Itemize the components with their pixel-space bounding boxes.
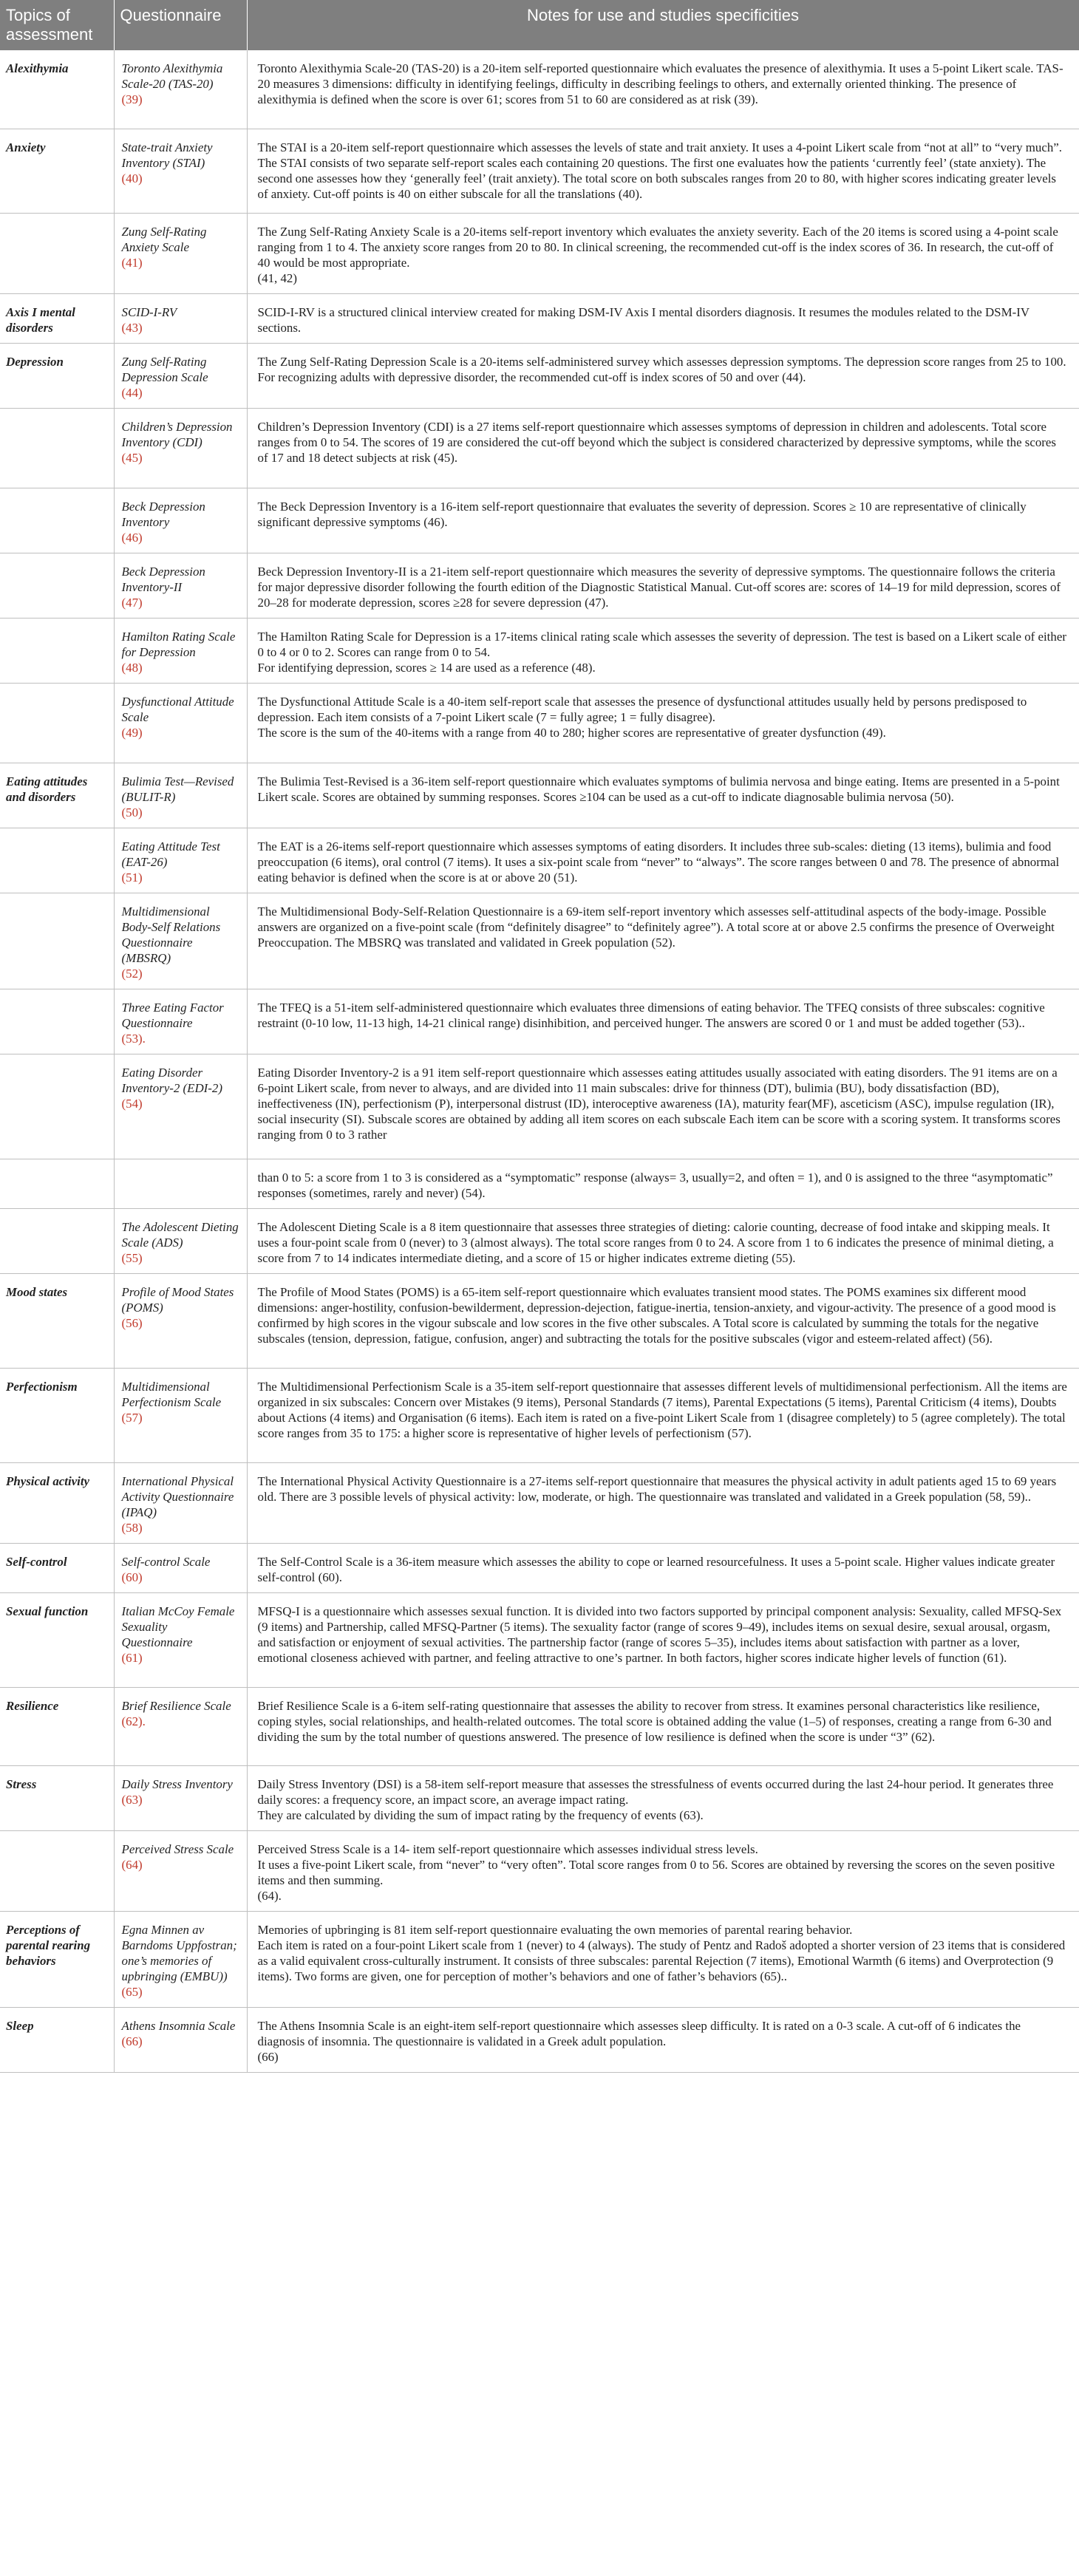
row-notes [247,1368,1079,1462]
row-topic: Anxiety [0,129,114,213]
questionnaire-name: Perceived Stress Scale [121,1841,234,1856]
row-notes [247,553,1079,618]
row-questionnaire [114,763,247,828]
questionnaire-reference[interactable]: (41) [121,255,143,270]
questionnaire-reference[interactable]: (63) [121,1792,143,1807]
notes-paragraph: The Self-Control Scale is a 36-item measure which assesses the ability to cope or learned resourcefulness. It uses a 5-point scale. Higher values indicate greater self-control (60). [257,1554,1055,1584]
row-topic [0,1159,114,1208]
row-topic [0,488,114,553]
notes-paragraph: Eating Disorder Inventory-2 is a 91 item self-report questionnaire which assesses eating attitudes usually associated with eating disorders. The 91 items are on a 6-point Likert scale, from never to always, and are divided into 11 main subscales: drive for thinness (DT), bulimia (BU), body dissatisfaction (BD), ineffectiveness (IN), perfectionism (P), interpersonal distrust (ID), interoceptive awareness (IA), maturity fear(MF), asceticism (ASC), impulse regulation (IR), social insecurity (SI). Subscale scores are obtained by adding all item scores on each subscale Each item can be score with a scoring system. It transforms scores ranging from 0 to 3 rather [257,1065,1061,1142]
header-notes: Notes for use and studies specificities [247,0,1079,50]
row-topic: Self-control [0,1543,114,1592]
row-notes [247,1208,1079,1273]
notes-paragraph: The Multidimensional Body-Self-Relation Questionnaire is a 69-item self-report inventory which assesses self-attitudinal aspects of the body-image. Possible answers are organized on a five-point scale (from “definitely disagree” to “definitely agree”). A total score at or above 2.5 confirms the presence of Overweight Preoccupation. The MBSRQ was translated and validated in Greek population (52). [257,904,1055,950]
table-row [0,1765,1079,1830]
questionnaire-reference[interactable]: (65) [121,1984,143,1999]
row-topic: Depression [0,343,114,408]
notes-paragraph: The International Physical Activity Questionnaire is a 27-items self-report questionnaire that measures the physical activity in adult patients aged 15 to 69 years old. There are 3 possible levels of physical activity: low, moderate, or high. The questionnaire was translated and validated in a Greek population (58, 59).. [257,1473,1057,1504]
row-notes [247,2007,1079,2072]
table-row [0,2007,1079,2072]
questionnaire-reference[interactable]: (53). [121,1031,146,1046]
notes-paragraph: SCID-I-RV is a structured clinical interview created for making DSM-IV Axis I mental disorders diagnosis. It resumes the modules related to the DSM-IV sections. [257,304,1029,335]
row-notes [247,1765,1079,1830]
questionnaire-reference[interactable]: (46) [121,530,143,545]
table-row [0,213,1079,293]
notes-paragraph: Daily Stress Inventory (DSI) is a 58-item self-report measure that assesses the stressfulness of events occurred during the last 24-hour period. It generates three daily scores: a frequency score, an impact score, an average impact rating. [257,1776,1054,1807]
table-row [0,343,1079,408]
row-notes [247,683,1079,763]
row-topic [0,1054,114,1159]
row-topic [0,408,114,488]
row-questionnaire [114,989,247,1054]
questionnaire-name: The Adolescent Dieting Scale (ADS) [121,1219,239,1250]
row-questionnaire [114,1368,247,1462]
questionnaire-reference[interactable]: (54) [121,1096,143,1111]
row-topic: Alexithymia [0,50,114,129]
table-row [0,1159,1079,1208]
row-notes [247,618,1079,683]
row-notes [247,989,1079,1054]
questionnaire-reference[interactable]: (56) [121,1315,143,1330]
table-row [0,1462,1079,1543]
questionnaire-name: Daily Stress Inventory [121,1776,233,1791]
questionnaire-reference[interactable]: (48) [121,660,143,675]
questionnaire-reference[interactable]: (66) [121,2034,143,2048]
notes-paragraph: The EAT is a 26-items self-report questionnaire which assesses symptoms of eating disorders. It includes three sub-scales: dieting (13 items), bulimia and food preoccupation (6 items), oral control (7 items). It uses a six-point scale from “never” to “always”. The score ranges between 0 and 78. The presence of abnormal eating behavior is defined when the score is at or above 20 (51). [257,839,1060,885]
row-questionnaire [114,293,247,343]
questionnaire-name: Beck Depression Inventory-II [121,564,205,594]
questionnaire-reference[interactable]: (57) [121,1410,143,1425]
questionnaire-name: State-trait Anxiety Inventory (STAI) [121,140,213,170]
questionnaire-name: Athens Insomnia Scale [121,2018,236,2033]
questionnaire-reference[interactable]: (39) [121,92,143,106]
table-row [0,1054,1079,1159]
row-questionnaire [114,683,247,763]
table-row [0,763,1079,828]
questionnaire-name: Toronto Alexithymia Scale-20 (TAS-20) [121,61,223,91]
notes-paragraph: For identifying depression, scores ≥ 14 are used as a reference (48). [257,660,596,675]
table-row [0,1208,1079,1273]
row-questionnaire [114,1159,247,1208]
row-questionnaire [114,343,247,408]
row-questionnaire [114,129,247,213]
header-row [0,0,1079,50]
notes-paragraph: The Zung Self-Rating Anxiety Scale is a 20-items self-report inventory which evaluates the anxiety severity. Each of the 20 items is scored using a 4-point scale ranging from 1 to 4. The anxiety score ranges from 20 to 80. In clinical screening, the recommended cut-off is the index scores of 36. In research, the cut-off of 40 would be most appropriate. [257,224,1058,270]
row-topic: Perceptions of parental rearing behaviors [0,1911,114,2007]
row-notes [247,763,1079,828]
row-questionnaire [114,1765,247,1830]
row-questionnaire [114,1054,247,1159]
row-topic [0,553,114,618]
row-notes [247,1054,1079,1159]
questionnaire-name: Zung Self-Rating Anxiety Scale [121,224,207,254]
questionnaire-name: Children’s Depression Inventory (CDI) [121,419,233,449]
table-row [0,618,1079,683]
table-row [0,50,1079,129]
row-notes [247,50,1079,129]
table-row [0,1911,1079,2007]
notes-paragraph: The Multidimensional Perfectionism Scale is a 35-item self-report questionnaire that assesses different levels of multidimensional perfectionism. All the items are organized in six subscales: Concern over Mistakes (9 items), Personal Standards (7 items), Parental Expectations (5 items), Parental Criticism (4 items), Doubts about Actions (4 items) and Organisation (6 items). Each item is rated on a five-point Likert Scale from 1 (disagree completely) to 5 (agree completely). The total score ranges from 35 to 175: a higher score is representative of higher levels of perfectionism (57). [257,1379,1067,1440]
row-questionnaire [114,553,247,618]
row-questionnaire [114,488,247,553]
notes-paragraph: The Athens Insomnia Scale is an eight-item self-report questionnaire which assesses sleep difficulty. It is rated on a 0-3 scale. A cut-off of 6 indicates the diagnosis of insomnia. The questionnaire is validated in a Greek adult population. [257,2018,1021,2048]
row-topic [0,1830,114,1911]
notes-paragraph: The Bulimia Test-Revised is a 36-item self-report questionnaire which evaluates symptoms of bulimia nervosa and binge eating. Items are presented in a 5-point Likert scale. Scores are obtained by summing responses. Scores ≥104 can be used as a cut-off to indicate diagnosable bulimia nervosa (50). [257,774,1060,804]
row-topic [0,989,114,1054]
table-row [0,408,1079,488]
questionnaire-reference[interactable]: (52) [121,966,143,981]
row-topic: Perfectionism [0,1368,114,1462]
table-body [0,50,1079,2072]
notes-paragraph: The Hamilton Rating Scale for Depression is a 17-items clinical rating scale which assesses the severity of depression. The test is based on a Likert scale of either 0 to 4 or 0 to 2. Scores can range from 0 to 54. [257,629,1066,659]
questionnaire-reference[interactable]: (44) [121,385,143,400]
notes-paragraph: The Dysfunctional Attitude Scale is a 40-item self-report scale that assesses the presence of dysfunctional attitudes usually held by persons predisposed to depression. Each item consists of a 7-point Likert scale (7 = fully agree; 1 = fully disagree). [257,694,1027,724]
row-questionnaire [114,1462,247,1543]
questionnaire-name: Self-control Scale [121,1554,211,1569]
row-topic: Resilience [0,1687,114,1765]
table-row [0,293,1079,343]
questionnaire-reference[interactable]: (64) [121,1857,143,1872]
questionnaire-name: Beck Depression Inventory [121,499,205,529]
questionnaire-reference[interactable]: (40) [121,171,143,185]
table-row [0,893,1079,989]
table-row [0,828,1079,893]
notes-paragraph: Each item is rated on a four-point Likert scale from 1 (never) to 4 (always). The study of Pentz and Radoš adopted a shorter version of 23 items that is considered as a valid equivalent cross-culturally instrument. It consists of three subscales: parental Rejection (7 items), Emotional Warmth (6 items) and Overprotection (9 items). Two forms are given, one for perception of mother’s behaviors and one of father’s behaviors (65).. [257,1938,1066,1983]
notes-paragraph: Children’s Depression Inventory (CDI) is a 27 items self-report questionnaire which assesses symptoms of depression in children and adolescents. Total score ranges from 0 to 54. The scores of 19 are considered the cut-off beyond which the subject is considered characterized by depressive symptoms, while the scores of 17 and 18 detect subjects at risk (45). [257,419,1057,465]
row-questionnaire [114,1208,247,1273]
questionnaire-name: Italian McCoy Female Sexuality Questionnaire [121,1604,235,1649]
table-row [0,683,1079,763]
notes-paragraph: Toronto Alexithymia Scale-20 (TAS-20) is a 20-item self-reported questionnaire which evaluates the presence of alexithymia. It uses a 5-point Likert scale. TAS-20 measures 3 dimensions: difficulty in identifying feelings, difficulty in describing feelings to others, and externally oriented thinking. The presence of alexithymia is defined when the score is over 61; scores from 51 to 60 are considered as at risk (39). [257,61,1063,106]
notes-paragraph: The Profile of Mood States (POMS) is a 65-item self-report questionnaire which evaluates transient mood states. The POMS examines six different mood dimensions: anger-hostility, confusion-bewilderment, depression-dejection, fatigue-inertia, tension-anxiety, and vigour-activity. The presence of a good mood is confirmed by high scores in the vigour subscale and low scores in the five other subscales. A Total score is calculated by summing the totals for the negative subscales (tension, depression, fatigue, confusion, anger) and subtracting the totals for the positive subscales (vigor and esteem-related affect) (56). [257,1284,1056,1346]
row-notes [247,1159,1079,1208]
notes-paragraph: The TFEQ is a 51-item self-administered questionnaire which evaluates three dimensions of eating behavior. The TFEQ consists of three subscales: cognitive restraint (0-10 low, 11-13 high, 14-21 clinical range) disinhibition, and perceived hunger. The answers are scored 0 or 1 and must be added together (53).. [257,1000,1045,1030]
row-questionnaire [114,828,247,893]
notes-paragraph: It uses a five-point Likert scale, from “never” to “very often”. Total score ranges from 0 to 56. Scores are obtained by reversing the scores on the seven positive items and then summing. [257,1857,1055,1887]
row-notes [247,828,1079,893]
row-questionnaire [114,893,247,989]
questionnaire-name: Egna Minnen av Barndoms Uppfostran; one’s memories of upbringing (EMBU)) [121,1922,237,1983]
row-topic [0,213,114,293]
row-questionnaire [114,1687,247,1765]
table-row [0,1543,1079,1592]
notes-paragraph: (41, 42) [257,270,297,285]
row-topic: Mood states [0,1273,114,1368]
questionnaire-reference[interactable]: (62). [121,1714,146,1728]
notes-paragraph: Brief Resilience Scale is a 6-item self-rating questionnaire that assesses the ability to recover from stress. It examines personal characteristics like resilience, coping styles, social relationships, and health-related outcomes. The total score is obtained adding the value (1–5) of responses, creating a range from 6-30 and dividing the sum by the total number of questions answered. The presence of low resilience is defined when the score is under “3” (62). [257,1698,1052,1744]
row-questionnaire [114,1273,247,1368]
row-notes [247,1273,1079,1368]
row-topic: Physical activity [0,1462,114,1543]
questionnaire-reference[interactable]: (45) [121,450,143,465]
row-questionnaire [114,213,247,293]
notes-paragraph: Perceived Stress Scale is a 14- item self-report questionnaire which assesses individual stress levels. [257,1841,758,1856]
row-questionnaire [114,1543,247,1592]
questionnaire-name: Brief Resilience Scale [121,1698,231,1713]
row-questionnaire [114,2007,247,2072]
notes-paragraph: They are calculated by dividing the sum of impact rating by the frequency of events (63). [257,1807,704,1822]
row-notes [247,488,1079,553]
row-topic [0,683,114,763]
questionnaire-name: Eating Disorder Inventory-2 (EDI-2) [121,1065,222,1095]
row-questionnaire [114,50,247,129]
row-questionnaire [114,1592,247,1687]
notes-paragraph: (66) [257,2049,279,2064]
notes-paragraph: The Adolescent Dieting Scale is a 8 item questionnaire that assesses three strategies of dieting: calorie counting, decrease of food intake and skipping meals. It uses a four-point scale from 0 (never) to 3 (almost always). The total score ranges from 0 to 24. A score from 1 to 6 indicates the presence of minimal dieting, a score from 7 to 14 indicates intermediate dieting, and a score of 15 or higher indicates extreme dieting (55). [257,1219,1054,1265]
row-topic [0,828,114,893]
notes-paragraph: The Beck Depression Inventory is a 16-item self-report questionnaire that evaluates the severity of depression. Scores ≥ 10 are representative of clinically significant depressive symptoms (46). [257,499,1027,529]
questionnaire-name: Dysfunctional Attitude Scale [121,694,234,724]
row-notes [247,1830,1079,1911]
row-notes [247,1592,1079,1687]
questionnaire-reference[interactable]: (49) [121,725,143,740]
questionnaire-reference[interactable]: (55) [121,1250,143,1265]
row-notes [247,129,1079,213]
row-questionnaire [114,408,247,488]
row-notes [247,893,1079,989]
row-questionnaire [114,618,247,683]
table-row [0,129,1079,213]
row-topic: Sleep [0,2007,114,2072]
table-row [0,989,1079,1054]
row-topic: Sexual function [0,1592,114,1687]
questionnaire-reference[interactable]: (60) [121,1570,143,1584]
questionnaire-name: SCID-I-RV [121,304,177,319]
row-notes [247,1462,1079,1543]
row-notes [247,1911,1079,2007]
notes-paragraph: MFSQ-I is a questionnaire which assesses sexual function. It is divided into two factors supported by principal component analysis: Sexuality, called MFSQ-Sex (9 items) and Partnership, called MFSQ-Partner (5 items). The sexuality factor (range of scores 9–49), includes items on sexual desire, sexual arousal, orgasm, and satisfaction or enjoyment of sexual activities. The partnership factor (range of scores 5–35), includes items about satisfaction with partner as a lover, emotional closeness achieved with partner, and feeling attractive to one’s partner. In both factors, higher scores indicate higher levels of function (61). [257,1604,1062,1665]
row-notes [247,343,1079,408]
questionnaire-name: Multidimensional Perfectionism Scale [121,1379,222,1409]
row-topic [0,618,114,683]
notes-paragraph: Beck Depression Inventory-II is a 21-item self-report questionnaire which measures the severity of depressive symptoms. The questionnaire follows the criteria for major depressive disorder following the fourth edition of the Diagnostic Statistical Manual. Cut-off scores are: scores of 14–19 for mild depression, scores of 20–28 for moderate depression, scores ≥28 for severe depression (47). [257,564,1061,610]
table-row [0,1830,1079,1911]
row-questionnaire [114,1911,247,2007]
row-notes [247,1543,1079,1592]
row-topic: Eating attitudes and disorders [0,763,114,828]
table-row [0,553,1079,618]
notes-paragraph: Memories of upbringing is 81 item self-report questionnaire evaluating the own memories of parental rearing behavior. [257,1922,853,1937]
row-notes [247,293,1079,343]
row-questionnaire [114,1830,247,1911]
questionnaire-name: Bulimia Test—Revised (BULIT-R) [121,774,234,804]
table-row [0,1687,1079,1765]
questionnaire-name: Eating Attitude Test (EAT-26) [121,839,220,869]
questionnaire-reference[interactable]: (61) [121,1650,143,1665]
row-notes [247,1687,1079,1765]
questionnaire-name: International Physical Activity Questionnaire (IPAQ) [121,1473,234,1519]
table-row [0,1592,1079,1687]
questionnaire-name: Zung Self-Rating Depression Scale [121,354,208,384]
row-topic: Axis I mental disorders [0,293,114,343]
questionnaire-reference[interactable]: (47) [121,595,143,610]
row-notes [247,213,1079,293]
table-row [0,1368,1079,1462]
questionnaire-name: Hamilton Rating Scale for Depression [121,629,236,659]
questionnaire-name: Three Eating Factor Questionnaire [121,1000,224,1030]
notes-paragraph: The score is the sum of the 40-items with a range from 40 to 280; higher scores are representative of greater dysfunction (49). [257,725,886,740]
questionnaire-reference[interactable]: (58) [121,1520,143,1535]
row-notes [247,408,1079,488]
row-topic: Stress [0,1765,114,1830]
questionnaire-name: Multidimensional Body-Self Relations Questionnaire (MBSRQ) [121,904,221,965]
notes-paragraph: The STAI is a 20-item self-report questionnaire which assesses the levels of state and trait anxiety. It uses a 4-point Likert scale from “not at all” to “very much”. The STAI consists of two separate self-report scales each containing 20 questions. The first one evaluates how the patients ‘currently feel’ (state anxiety). The second one assesses how they ‘generally feel’ (trait anxiety). The total score on both subscales ranges from 20 to 80, with higher scores indicating greater levels of anxiety. Cut-off points is 40 on either subscale for all the translations (40). [257,140,1063,201]
notes-paragraph: than 0 to 5: a score from 1 to 3 is considered as a “symptomatic” response (always= 3, usually=2, and often = 1), and 0 is assigned to the three “asymptomatic” responses (sometimes, rarely and never) (54). [257,1170,1053,1200]
questionnaire-reference[interactable]: (43) [121,320,143,335]
table-row [0,1273,1079,1368]
table-row [0,488,1079,553]
header-topic: Topics of assessment [0,0,114,50]
row-topic [0,893,114,989]
questionnaire-reference[interactable]: (51) [121,870,143,885]
notes-paragraph: The Zung Self-Rating Depression Scale is a 20-items self-administered survey which assesses depression symptoms. The depression score ranges from 25 to 100. For recognizing adults with depressive disorder, the recommended cut-off is index scores of 50 and over (44). [257,354,1066,384]
questionnaire-name: Profile of Mood States (POMS) [121,1284,234,1315]
row-topic [0,1208,114,1273]
questionnaire-reference[interactable]: (50) [121,805,143,820]
header-questionnaire: Questionnaire [114,0,247,50]
notes-paragraph: (64). [257,1888,282,1903]
